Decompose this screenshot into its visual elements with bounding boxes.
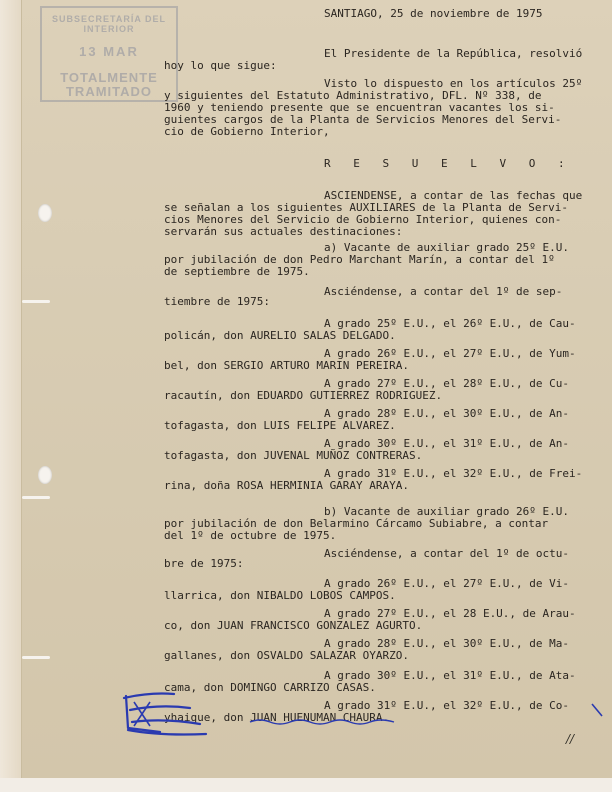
vacante-a-line: de septiembre de 1975. [164,265,310,278]
promotion-line: tofagasta, don JUVENAL MUÑOZ CONTRERAS. [164,449,423,462]
visto-line: cio de Gobierno Interior, [164,125,330,138]
vacante-a-line: a) Vacante de auxiliar grado 25º E.U. [324,241,570,254]
promotion-line: A grado 30º E.U., el 31º E.U., de An- [324,437,570,450]
asc-oct-line: Asciéndense, a contar del 1º de octu- [324,547,570,560]
visto-line: Visto lo dispuesto en los artículos 25º [324,77,583,90]
promotion-line: policán, don AURELIO SALAS DELGADO. [164,329,396,342]
intro-line: hoy lo que sigue: [164,59,277,72]
resuelvo-title: R E S U E L V O : [324,157,573,170]
promotion-line: A grado 27º E.U., el 28º E.U., de Cu- [324,377,570,390]
promotion-line: tofagasta, don LUIS FELIPE ALVAREZ. [164,419,396,432]
left-margin-strip [0,0,22,778]
vacante-b-line: del 1º de octubre de 1975. [164,529,337,542]
paper-tear [22,300,50,303]
promotion-line: racautín, don EDUARDO GUTIERREZ RODRIGUEZ. [164,389,443,402]
stamp-line2: 13 MAR [79,44,139,59]
vacante-a-line: por jubilación de don Pedro Marchant Marín, a contar del 1º [164,253,555,266]
promotion-line: A grado 26º E.U., el 27º E.U., de Yum- [324,347,576,360]
paper-tear [22,496,50,499]
intro-line: El Presidente de la República, resolvió [324,47,583,60]
pen-scribble-mark [120,688,210,740]
promotion-line: A grado 30º E.U., el 31º E.U., de Ata- [324,669,576,682]
promotion-line: bel, don SERGIO ARTURO MARIN PEREIRA. [164,359,410,372]
promotion-line: A grado 31º E.U., el 32º E.U., de Co- [324,699,570,712]
visto-line: guientes cargos de la Planta de Servicios Menores del Servi- [164,113,562,126]
pen-underline-mark [248,718,398,726]
asciendense-line: servarán sus actuales destinaciones: [164,225,403,238]
asciendense-line: cios Menores del Servicio de Gobierno Interior, quienes con- [164,213,562,226]
promotion-line: A grado 25º E.U., el 26º E.U., de Cau- [324,317,576,330]
asciendense-line: ASCIENDENSE, a contar de las fechas que [324,189,583,202]
promotion-line: yhaique, don JUAN HUENUMAN CHAURA. [164,711,390,724]
paper-tear [22,656,50,659]
promotion-line: cama, don DOMINGO CARRIZO CASAS. [164,681,376,694]
asc-oct-line: bre de 1975: [164,557,244,570]
stamp-line1: SUBSECRETARÍA DEL INTERIOR [51,14,166,34]
promotion-line: gallanes, don OSVALDO SALAZAR OYARZO. [164,649,410,662]
visto-line: 1960 y teniendo presente que se encuentran vacantes los si- [164,101,555,114]
asc-sept-line: Asciéndense, a contar del 1º de sep- [324,285,563,298]
stamp-line3: TOTALMENTE [60,70,158,85]
vacante-b-line: por jubilación de don Belarmino Cárcamo Subiabre, a contar [164,517,549,530]
stamp-line4: TRAMITADO [65,84,153,99]
punch-hole-bottom [38,466,52,484]
vacante-b-line: b) Vacante de auxiliar grado 26º E.U. [324,505,570,518]
visto-line: y siguientes del Estatuto Administrativo, DFL. Nº 338, de [164,89,542,102]
promotion-line: A grado 28º E.U., el 30º E.U., de Ma- [324,637,570,650]
promotion-line: A grado 28º E.U., el 30º E.U., de An- [324,407,570,420]
asciendense-line: se señalan a los siguientes AUXILIARES de la Planta de Servi- [164,201,568,214]
pen-tick-mark [590,702,604,718]
page-continuation-mark: // [566,732,575,746]
promotion-line: A grado 26º E.U., el 27º E.U., de Vi- [324,577,570,590]
promotion-line: rina, doña ROSA HERMINIA GARAY ARAYA. [164,479,410,492]
promotion-line: A grado 27º E.U., el 28 E.U., de Arau- [324,607,576,620]
punch-hole-top [38,204,52,222]
promotion-line: A grado 31º E.U., el 32º E.U., de Frei- [324,467,583,480]
document-date: SANTIAGO, 25 de noviembre de 1975 [324,7,543,20]
tramitado-stamp [40,6,178,102]
promotion-line: llarrica, don NIBALDO LOBOS CAMPOS. [164,589,396,602]
promotion-line: co, don JUAN FRANCISCO GONZALEZ AGURTO. [164,619,423,632]
asc-sept-line: tiembre de 1975: [164,295,270,308]
